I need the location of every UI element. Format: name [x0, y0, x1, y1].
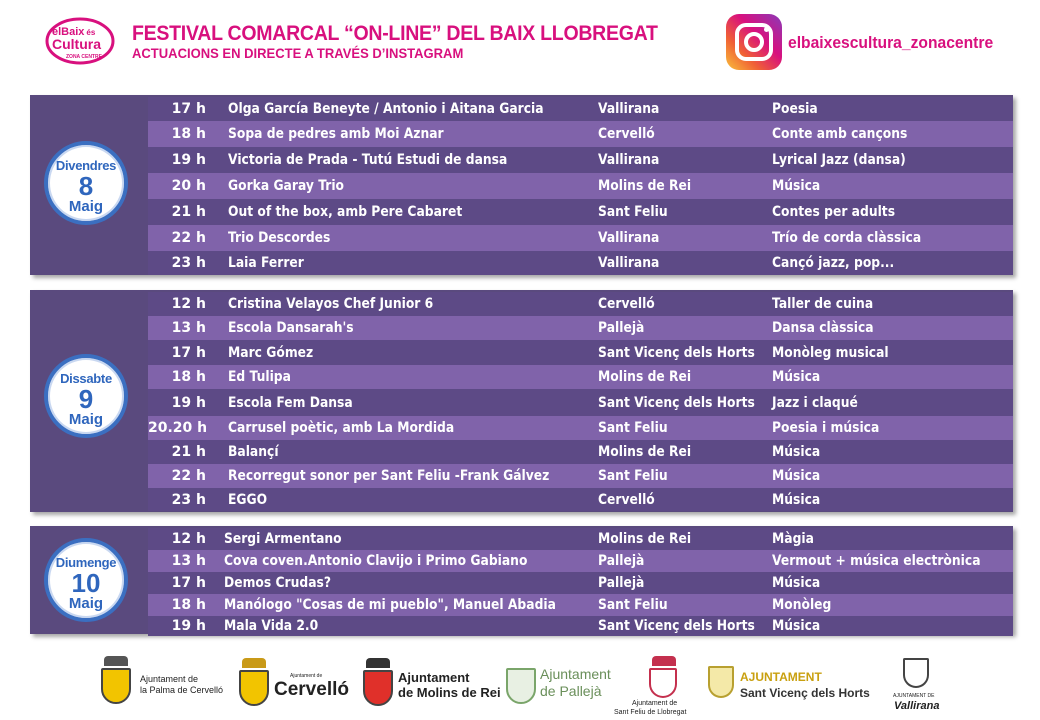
schedule-row: [148, 173, 1013, 199]
logo-label: la Palma de Cervelló: [140, 685, 224, 695]
schedule-list: [148, 528, 1013, 636]
row-act: Victoria de Prada - Tutú Estudi de dansa: [228, 152, 508, 168]
day-name: Dissabte: [60, 371, 112, 386]
logo-label: Ajuntament: [540, 666, 611, 682]
row-genre: Música: [772, 575, 821, 591]
schedule-row: [148, 616, 1013, 636]
schedule-row: [148, 464, 1013, 488]
row-town: Sant Feliu: [598, 468, 668, 484]
row-act: Recorregut sonor per Sant Feliu -Frank Gálvez: [228, 468, 550, 484]
coat-of-arms-icon: [363, 670, 393, 706]
schedule-list: [148, 292, 1013, 511]
row-act: Olga García Beneyte / Antonio i Aitana Garcia: [228, 101, 544, 117]
row-act: Demos Crudas?: [224, 575, 332, 591]
coat-of-arms-icon: [101, 668, 131, 704]
day-block-saturday: [30, 290, 1013, 512]
coat-of-arms-icon: [366, 658, 390, 668]
schedule-row: [148, 199, 1013, 225]
row-genre: Música: [772, 369, 821, 385]
day-badge: [44, 538, 128, 622]
logo-label: AJUNTAMENT: [740, 670, 822, 684]
row-genre: Poesia: [772, 101, 818, 117]
row-time: 21 h: [171, 204, 206, 220]
row-time: 17 h: [171, 101, 206, 117]
row-town: Sant Vicenç dels Horts: [598, 344, 755, 361]
row-act: Mala Vida 2.0: [224, 618, 319, 634]
row-genre: Dansa clàssica: [772, 320, 874, 336]
row-time: 23 h: [171, 491, 206, 508]
schedule-row: [148, 572, 1013, 594]
row-time: 13 h: [171, 553, 206, 569]
coat-of-arms-icon: [649, 668, 677, 698]
instagram-icon[interactable]: [726, 14, 782, 70]
logo-palleja: [504, 646, 616, 720]
schedule-row: [148, 488, 1013, 511]
row-time: 22 h: [171, 468, 206, 484]
day-block-friday: [30, 95, 1013, 275]
schedule-row: [148, 225, 1013, 251]
row-genre: Música: [772, 468, 821, 484]
row-act: Ed Tulipa: [228, 369, 291, 385]
logo-label: Ajuntament de: [632, 700, 678, 707]
row-act: Escola Dansarah's: [228, 320, 354, 336]
row-time: 21 h: [171, 444, 206, 460]
row-act: Carrusel poètic, amb La Mordida: [228, 420, 455, 436]
logo-label: Sant Vicenç dels Horts: [740, 686, 870, 700]
schedule-row: [148, 121, 1013, 147]
schedule-list: [148, 97, 1013, 275]
row-act: Cova coven.Antonio Clavijo i Primo Gabiano: [224, 553, 528, 569]
row-time: 23 h: [171, 255, 206, 271]
row-town: Vallirana: [598, 255, 660, 271]
day-month: Maig: [68, 198, 104, 215]
row-town: Pallejà: [598, 320, 645, 336]
schedule-row: [148, 251, 1013, 275]
row-town: Vallirana: [598, 152, 660, 168]
coat-of-arms-icon: [239, 670, 269, 706]
day-month: Maig: [68, 411, 104, 428]
coat-of-arms-icon: [506, 668, 536, 704]
row-town: Cervelló: [598, 126, 655, 142]
day-badge: [44, 141, 128, 225]
row-time: 12 h: [171, 296, 206, 312]
row-act: Out of the box, amb Pere Cabaret: [228, 204, 463, 220]
coat-of-arms-icon: [708, 666, 734, 698]
row-town: Cervelló: [598, 296, 655, 312]
row-act: Trio Descordes: [228, 230, 331, 246]
row-genre: Màgia: [772, 531, 814, 547]
row-act: EGGO: [228, 491, 268, 508]
row-act: Gorka Garay Trio: [228, 178, 345, 194]
schedule-row: [148, 316, 1013, 340]
coat-of-arms-icon: [903, 658, 929, 688]
row-time: 18 h: [171, 126, 206, 142]
schedule-row: [148, 97, 1013, 121]
row-time: 13 h: [171, 320, 206, 336]
logo-label: Ajuntament de: [290, 673, 323, 679]
row-genre: Música: [772, 491, 821, 508]
row-act: Cristina Velayos Chef Junior 6: [228, 296, 434, 312]
row-town: Pallejà: [598, 575, 645, 591]
row-time: 12 h: [171, 531, 206, 547]
row-genre: Monòleg musical: [772, 344, 889, 361]
schedule-row: [148, 528, 1013, 550]
row-town: Cervelló: [598, 491, 655, 508]
row-genre: Taller de cuina: [772, 296, 874, 312]
schedule-row: [148, 365, 1013, 389]
day-month: Maig: [68, 595, 104, 612]
schedule-row: [148, 340, 1013, 365]
logo-label: de Molins de Rei: [398, 685, 501, 700]
day-name: Diumenge: [55, 555, 117, 570]
row-town: Sant Vicenç dels Horts: [598, 618, 755, 634]
row-genre: Música: [772, 618, 821, 634]
row-genre: Poesia i música: [772, 420, 880, 436]
logo-label: Sant Feliu de Llobregat: [614, 709, 687, 716]
row-town: Sant Feliu: [598, 420, 668, 436]
logo-label: Ajuntament de: [140, 674, 199, 684]
svg-text:ZONA CENTRE: ZONA CENTRE: [66, 54, 102, 60]
row-town: Vallirana: [598, 230, 660, 246]
row-time: 17 h: [171, 575, 206, 591]
logo-sant-vicenc: [706, 646, 886, 720]
row-genre: Música: [772, 178, 821, 194]
row-town: Pallejà: [598, 553, 645, 569]
elbaixescultura-logo: [44, 16, 116, 66]
row-act: Balançí: [228, 444, 279, 460]
day-name: Divendres: [55, 158, 117, 173]
row-genre: Cançó jazz, pop...: [772, 255, 895, 271]
row-time: 19 h: [171, 152, 206, 168]
page-subtitle: ACTUACIONS EN DIRECTE A TRAVÉS D’INSTAGRAM: [132, 45, 464, 61]
page-title: FESTIVAL COMARCAL “ON-LINE” DEL BAIX LLOBREGAT: [132, 22, 658, 45]
day-block-sunday: [30, 526, 1013, 634]
logo-label: Cervelló: [274, 679, 349, 700]
day-number: 10: [71, 568, 101, 598]
day-number: 9: [78, 384, 94, 414]
schedule-row: [148, 292, 1013, 316]
row-town: Sant Feliu: [598, 204, 668, 220]
row-town: Sant Vicenç dels Horts: [598, 394, 755, 411]
schedule-row: [148, 440, 1013, 464]
row-town: Molins de Rei: [598, 531, 692, 547]
row-time: 19 h: [171, 394, 206, 411]
row-genre: Música: [772, 444, 821, 460]
row-town: Molins de Rei: [598, 178, 692, 194]
row-genre: Jazz i claqué: [772, 394, 858, 411]
row-time: 22 h: [171, 230, 206, 246]
logo-label: de Pallejà: [540, 683, 602, 699]
logo-molins-de-rei: [362, 646, 501, 720]
logo-label: Vallirana: [894, 700, 940, 712]
logo-label: AJUNTAMENT DE: [893, 693, 935, 699]
schedule-row: [148, 594, 1013, 616]
day-badge: [44, 354, 128, 438]
sponsor-logos: [0, 646, 1040, 720]
row-genre: Trío de corda clàssica: [772, 230, 922, 246]
schedule-row: [148, 389, 1013, 416]
coat-of-arms-icon: [242, 658, 266, 668]
day-number: 8: [78, 171, 94, 201]
row-genre: Conte amb cançons: [772, 126, 908, 142]
row-act: Marc Gómez: [228, 344, 314, 361]
row-town: Molins de Rei: [598, 369, 692, 385]
row-time: 18 h: [171, 597, 206, 613]
svg-text:Cultura: Cultura: [52, 36, 101, 52]
logo-vallirana: [890, 646, 946, 720]
row-act: Manólogo "Cosas de mi pueblo", Manuel Abadia: [224, 597, 556, 613]
row-genre: Contes per adults: [772, 204, 896, 220]
coat-of-arms-icon: [104, 656, 128, 666]
row-time: 20 h: [171, 178, 206, 194]
row-time: 18 h: [171, 369, 206, 385]
logo-sant-feliu: [612, 646, 712, 720]
schedule-row: [148, 416, 1013, 440]
instagram-handle[interactable]: elbaixescultura_zonacentre: [788, 33, 994, 52]
row-town: Sant Feliu: [598, 597, 668, 613]
row-genre: Vermout + música electrònica: [772, 553, 981, 569]
svg-text:elBaixés: elBaix és: [52, 26, 96, 38]
row-time: 17 h: [171, 344, 206, 361]
row-act: Laia Ferrer: [228, 255, 304, 271]
schedule-row: [148, 550, 1013, 572]
logo-label: Ajuntament: [398, 670, 470, 685]
row-time: 20.20 h: [148, 420, 208, 436]
logo-palma-de-cervello: [100, 646, 224, 720]
row-time: 19 h: [171, 618, 206, 634]
row-town: Molins de Rei: [598, 444, 692, 460]
row-genre: Monòleg: [772, 597, 832, 613]
row-act: Sopa de pedres amb Moi Aznar: [228, 126, 444, 142]
logo-cervello: [236, 646, 351, 720]
schedule-row: [148, 147, 1013, 173]
coat-of-arms-icon: [652, 656, 676, 666]
row-act: Escola Fem Dansa: [228, 394, 353, 411]
row-act: Sergi Armentano: [224, 531, 342, 547]
row-genre: Lyrical Jazz (dansa): [772, 152, 906, 168]
row-town: Vallirana: [598, 101, 660, 117]
